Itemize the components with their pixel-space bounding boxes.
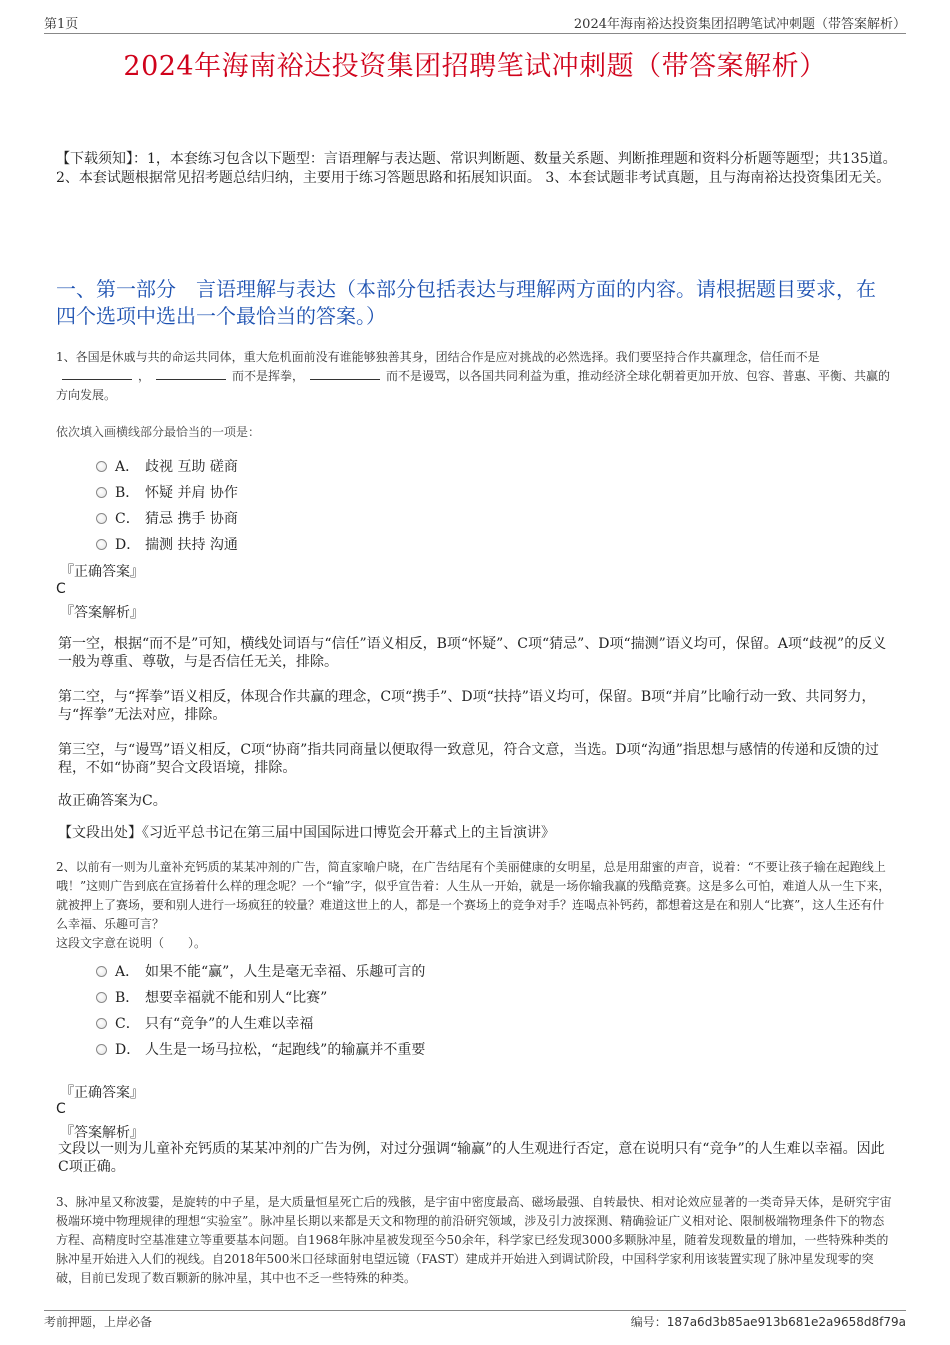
document-title: 2024年海南裕达投资集团招聘笔试冲刺题（带答案解析） <box>123 51 827 82</box>
q2-analysis: 文段以一则为儿童补充钙质的某某冲剂的广告为例，对过分强调“输赢”的人生观进行否定，意在说明只有“竞争”的人生难以幸福。因此C项正确。 <box>58 1141 885 1175</box>
radio-icon[interactable] <box>96 539 107 550</box>
option-text: 如果不能“赢”，人生是毫无幸福、乐趣可言的 <box>145 964 426 980</box>
q1-stem-part4: 而不是谩骂，以各国共同利益为重，推动经济全球化朝着更加开放、包容、普惠、平衡、共赢的方向发展。 <box>56 369 891 402</box>
option-b[interactable]: B． 想要幸福就不能和别人“比赛” <box>96 984 425 1010</box>
q1-analysis-para-1: 第一空，根据“而不是”可知，横线处词语与“信任”语义相反，B项“怀疑”、C项“猜忌”、D项“揣测”语义均可，保留。A项“歧视”的反义一般为尊重、尊敬，与是否信任无关，排除。 <box>58 636 887 670</box>
q2-answer: C <box>56 1101 66 1117</box>
question-2-prompt: 这段文字意在说明（ ）。 <box>56 936 207 950</box>
question-2-options <box>96 958 425 1062</box>
option-text: 猜忌 携手 协商 <box>145 511 238 527</box>
q2-answer-label: 『正确答案』 <box>60 1085 144 1101</box>
radio-icon[interactable] <box>96 966 107 977</box>
q1-analysis-label: 『答案解析』 <box>60 605 144 621</box>
option-text: 歧视 互助 磋商 <box>145 459 238 475</box>
question-1-prompt: 依次填入画横线部分最恰当的一项是： <box>56 425 261 439</box>
q1-stem-part3: 而不是挥拳， <box>232 369 305 383</box>
option-c[interactable]: C． 只有“竞争”的人生难以幸福 <box>96 1010 425 1036</box>
option-text: 想要幸福就不能和别人“比赛” <box>145 990 328 1006</box>
option-a[interactable]: A． 歧视 互助 磋商 <box>96 453 238 479</box>
q1-answer-label: 『正确答案』 <box>60 564 144 580</box>
option-a[interactable]: A． 如果不能“赢”，人生是毫无幸福、乐趣可言的 <box>96 958 425 984</box>
page-header <box>44 10 906 32</box>
option-d[interactable]: D． 人生是一场马拉松，“起跑线”的输赢并不重要 <box>96 1036 425 1062</box>
footer-divider <box>44 1310 906 1311</box>
blank-1 <box>62 368 132 380</box>
radio-icon[interactable] <box>96 461 107 472</box>
radio-icon[interactable] <box>96 992 107 1003</box>
section-title: 一、第一部分 言语理解与表达（本部分包括表达与理解两方面的内容。请根据题目要求，在四个选项中选出一个最恰当的答案。） <box>56 277 876 328</box>
question-1-stem <box>56 348 894 405</box>
radio-icon[interactable] <box>96 487 107 498</box>
option-d[interactable]: D． 揣测 扶持 沟通 <box>96 531 238 557</box>
q1-stem-part1: 1、各国是休戚与共的命运共同体，重大危机面前没有谁能够独善其身，团结合作是应对挑战的必然选择。我们要坚持合作共赢理念，信任而不是 <box>56 350 820 364</box>
q2-analysis-label: 『答案解析』 <box>60 1125 144 1141</box>
radio-icon[interactable] <box>96 1044 107 1055</box>
blank-2 <box>156 368 226 380</box>
q1-analysis-conclusion: 故正确答案为C。 <box>58 793 167 809</box>
option-text: 怀疑 并肩 协作 <box>145 485 238 501</box>
q1-source: 【文段出处】《习近平总书记在第三届中国国际进口博览会开幕式上的主旨演讲》 <box>58 825 555 841</box>
q1-stem-part2: ， <box>138 369 151 383</box>
download-notice: 【下载须知】：1，本套练习包含以下题型：言语理解与表达题、常识判断题、数量关系题、判断推理题和资料分析题等题型；共135道。 2、本套试题根据常见招考题总结归纳，主要用于练习答题思路和拓展知识面。 3、本套试题非考试真题，且与海南裕达投资集团无关。 <box>56 151 897 186</box>
question-3-stem: 3、脉冲星又称波霎，是旋转的中子星，是大质量恒星死亡后的残骸，是宇宙中密度最高、磁场最强、自转最快、相对论效应显著的一类奇异天体，是研究宇宙极端环境中物理规律的理想“实验室”。脉冲星长期以来都是天文和物理的前沿研究领域，涉及引力波探测、精确验证广义相对论、限制极端物理条件下的物态方程、高精度时空基准建立等重要基本问题。自1968年脉冲星被发现至今50余年，科学家已经发现3000多颗脉冲星，随着发现数量的增加，一些特殊种类的脉冲星开始进入人们的视线。自2018年500米口径球面射电望远镜（FAST）建成并开始进入到调试阶段，中国科学家利用该装置实现了脉冲星发现零的突破，目前已发现了数百颗新的脉冲星，其中也不乏一些特殊的种类。 <box>56 1195 892 1285</box>
header-doc-title: 2024年海南裕达投资集团招聘笔试冲刺题（带答案解析） <box>573 17 906 32</box>
question-2-stem: 2、以前有一则为儿童补充钙质的某某冲剂的广告，简直家喻户晓，在广告结尾有个美丽健康的女明星，总是用甜蜜的声音，说着：“不要让孩子输在起跑线上哦！”这则广告到底在宣扬着什么样的理念呢？一个“输”字，似乎宣告着：人生从一开始，就是一场你输我赢的残酷竞赛。这是多么可怕，难道人从一生下来，就被押上了赛场，要和别人进行一场疯狂的较量？难道这世上的人，都是一个赛场上的竞争对手？连喝点补钙药，都想着这是在和别人“比赛”，这人生还有什么幸福、乐趣可言？ 这段文字意在说明（ ）。 <box>56 860 891 950</box>
page-number: 第1页 <box>44 17 79 32</box>
option-text: 人生是一场马拉松，“起跑线”的输赢并不重要 <box>145 1042 426 1058</box>
question-1-options <box>96 453 238 557</box>
blank-3 <box>310 368 380 380</box>
option-text: 揣测 扶持 沟通 <box>145 537 238 553</box>
q1-analysis-para-2: 第二空，与“挥拳”语义相反，体现合作共赢的理念，C项“携手”、D项“扶持”语义均可，保留。B项“并肩”比喻行动一致、共同努力，与“挥拳”无法对应，排除。 <box>58 689 876 723</box>
header-divider <box>44 33 906 34</box>
document-id: 编号：187a6d3b85ae913b681e2a9658d8f79a <box>630 1315 906 1329</box>
page-footer <box>44 1313 906 1330</box>
q1-answer: C <box>56 581 66 597</box>
q1-analysis-para-3: 第三空，与“谩骂”语义相反，C项“协商”指共同商量以便取得一致意见，符合文意，当选。D项“沟通”指思想与感情的传递和反馈的过程，不如“协商”契合文段语境，排除。 <box>58 742 879 776</box>
footer-slogan: 考前押题，上岸必备 <box>44 1315 153 1329</box>
option-c[interactable]: C． 猜忌 携手 协商 <box>96 505 238 531</box>
radio-icon[interactable] <box>96 513 107 524</box>
option-b[interactable]: B． 怀疑 并肩 协作 <box>96 479 238 505</box>
radio-icon[interactable] <box>96 1018 107 1029</box>
option-text: 只有“竞争”的人生难以幸福 <box>145 1016 314 1032</box>
